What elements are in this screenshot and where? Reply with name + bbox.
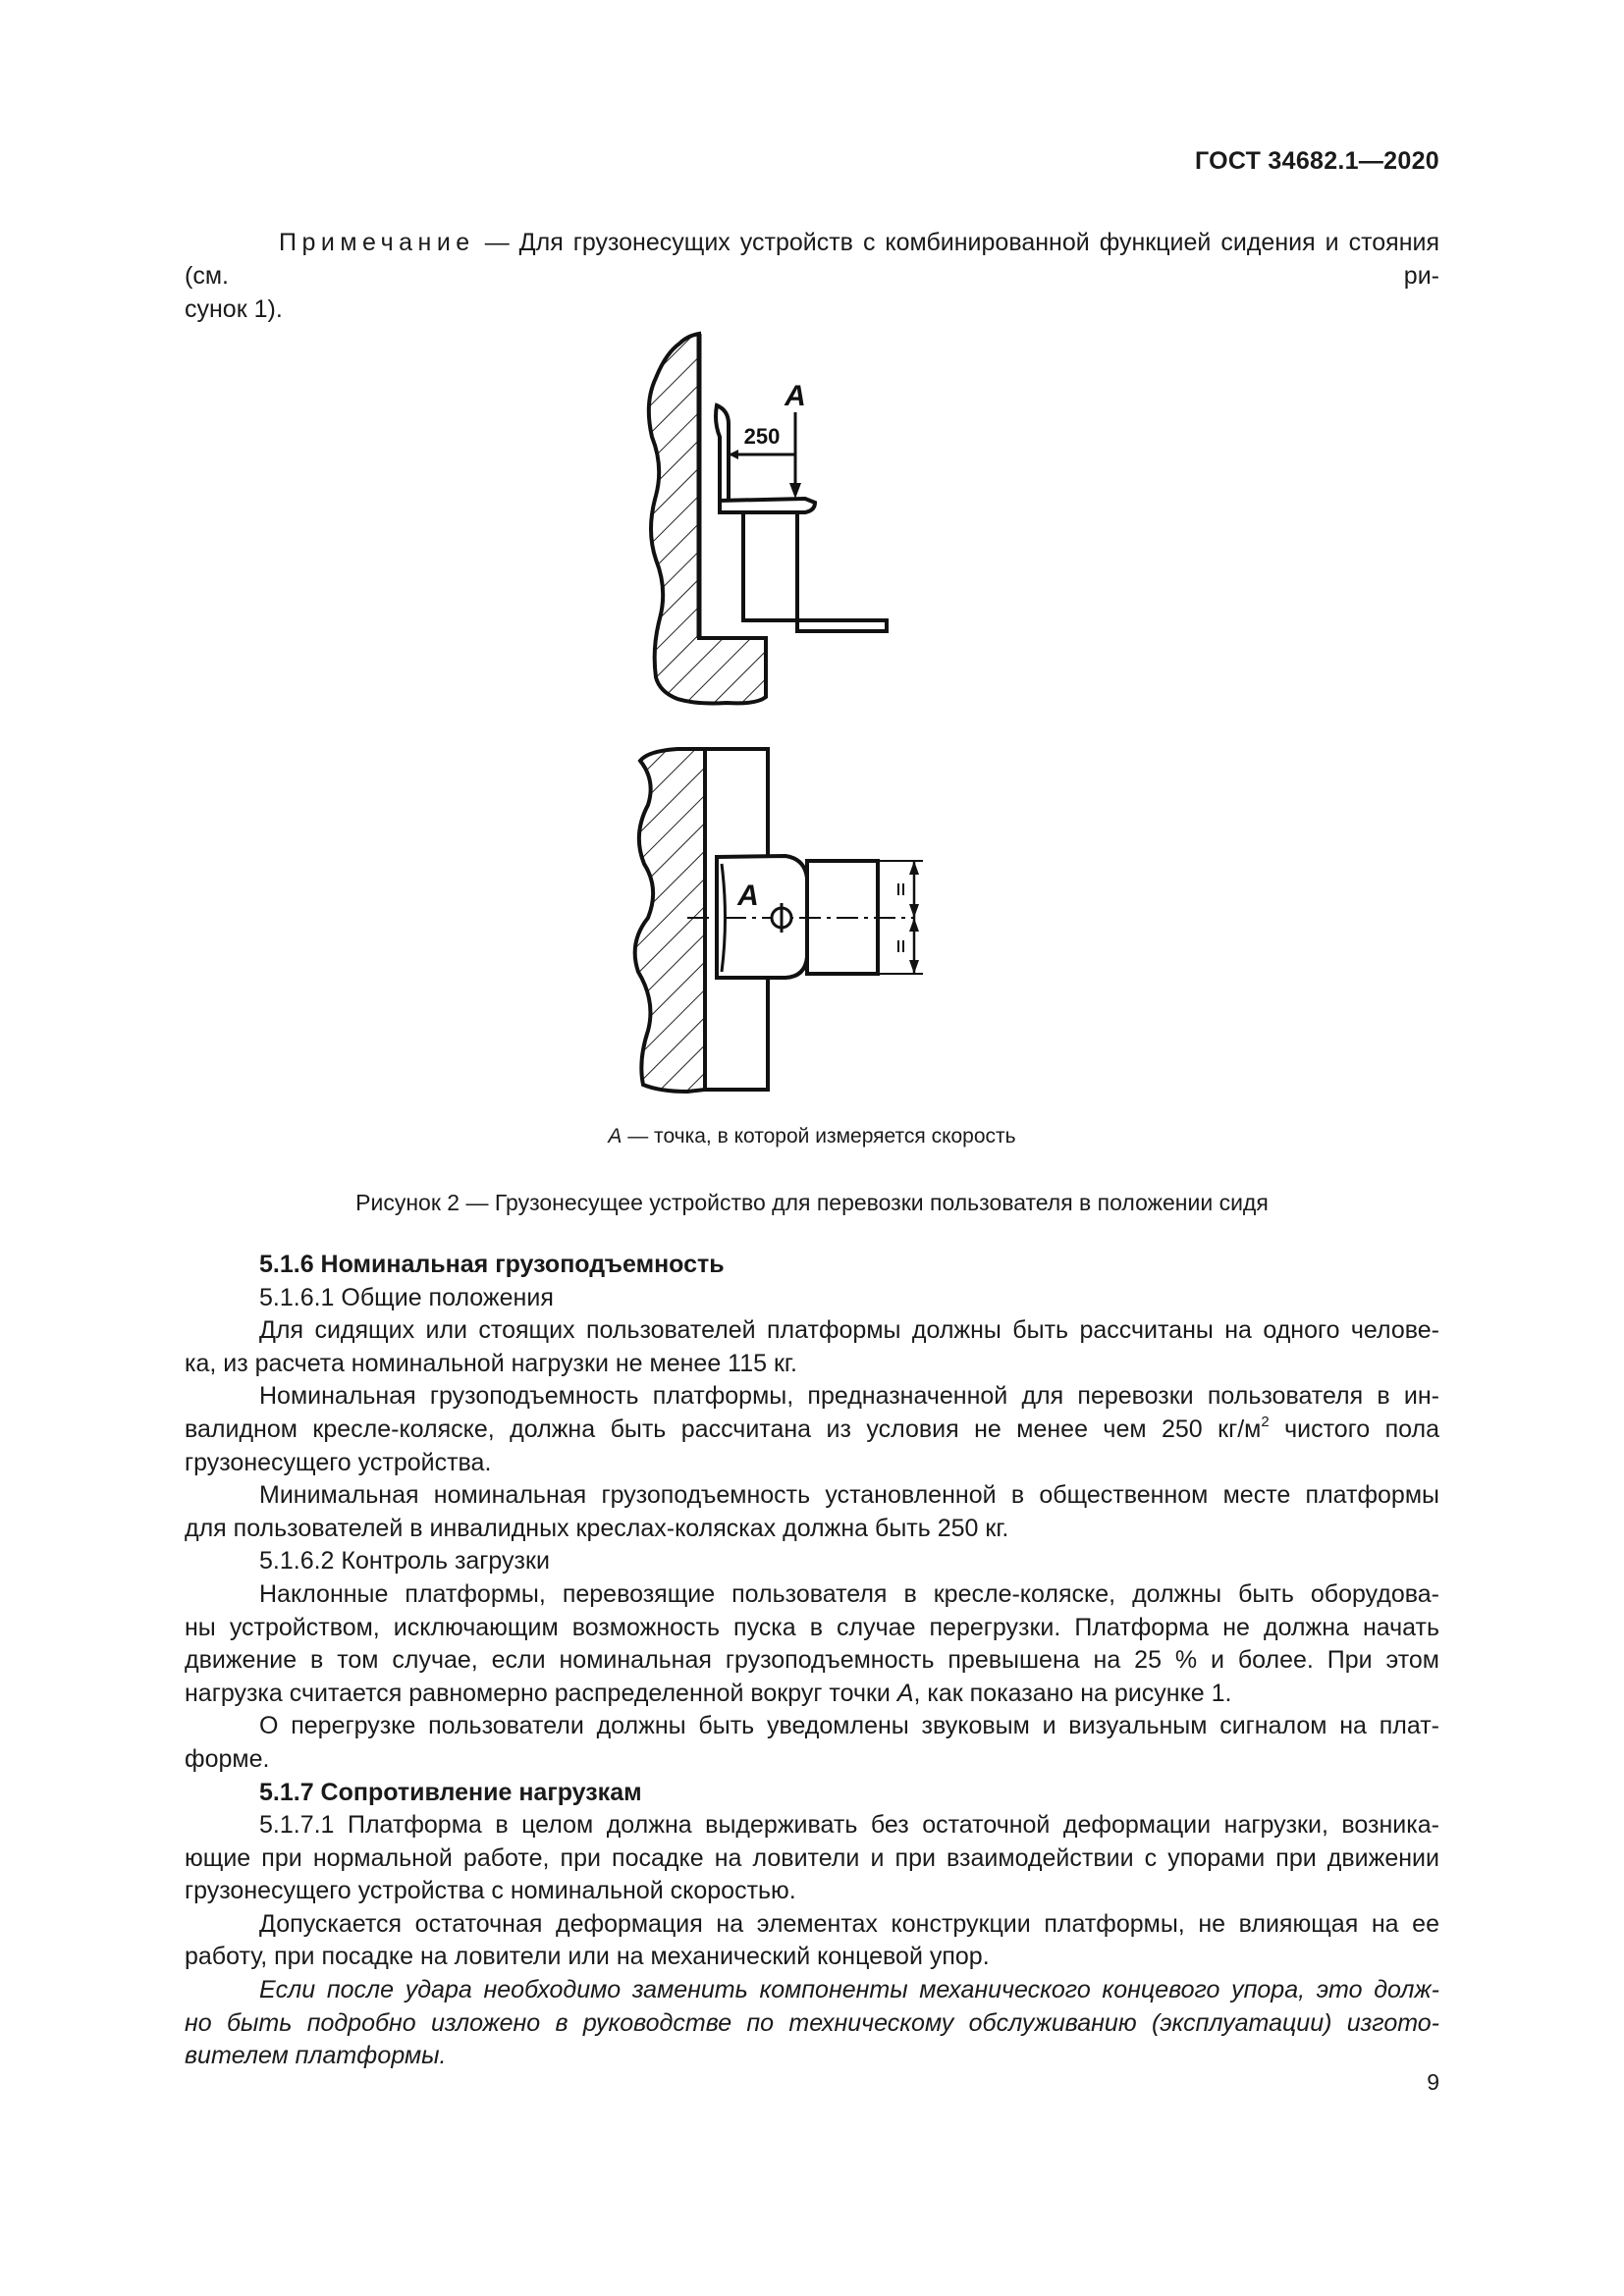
s517-p3-line1: Если после удара необходимо заменить компоненты механического концевого упора, это долж- xyxy=(259,1976,1439,2004)
seat-backrest xyxy=(716,405,729,506)
p2-line2-a: валидном кресле-коляске, должна быть рассчитана из условия не менее чем 250 кг/м xyxy=(185,1415,1262,1443)
floor-plate xyxy=(797,620,887,631)
p2-line1: Номинальная грузоподъемность платформы, предназначенной для перевозки пользователя в ин- xyxy=(259,1382,1439,1411)
note-text-line2: сунок 1). xyxy=(185,295,283,323)
side-view xyxy=(649,334,887,704)
s517-p1-line2: ющие при нормальной работе, при посадке на ловители и при взаимодействии с упорами при движении xyxy=(185,1843,1439,1872)
p4-line1: Наклонные платформы, перевозящие пользователя в кресле-коляске, должны быть оборудова- xyxy=(259,1579,1439,1608)
s517-p2-line2: работу, при посадке на ловители или на механический концевой упор. xyxy=(185,1943,990,1971)
p1-line1: Для сидящих или стоящих пользователей платформы должны быть рассчитаны на одного челове- xyxy=(259,1316,1439,1345)
h5162: 5.1.6.2 Контроль загрузки xyxy=(259,1547,550,1575)
document-code: ГОСТ 34682.1—2020 xyxy=(1194,147,1439,175)
legend-text: — точка, в которой измеряется скорость xyxy=(622,1125,1016,1148)
s517-p1-line1: 5.1.7.1 Платформа в целом должна выдерживать без остаточной деформации нагрузки, возника- xyxy=(259,1811,1439,1840)
p4-line4-a: нагрузка считается равномерно распределенной вокруг точки xyxy=(185,1679,897,1707)
legend-symbol: А xyxy=(608,1125,623,1148)
point-a-label-top: А xyxy=(785,380,806,412)
h517: 5.1.7 Сопротивление нагрузкам xyxy=(259,1778,642,1806)
s517-p3-line3: вителем платформы. xyxy=(185,2042,447,2070)
h516: 5.1.6 Номинальная грузоподъемность xyxy=(259,1251,725,1278)
article xyxy=(185,1249,1439,2073)
plan-view xyxy=(635,749,923,1092)
seat-cushion xyxy=(720,499,815,512)
note-label: Примечание xyxy=(279,229,475,256)
p2-line2-b: чистого пола xyxy=(1269,1415,1439,1443)
seat-post xyxy=(743,512,797,620)
figure-legend xyxy=(0,1125,1624,1148)
h5161: 5.1.6.1 Общие положения xyxy=(259,1283,554,1311)
p4-line2: ны устройством, исключающим возможность пуска в случае перегрузки. Платформа не должна начать xyxy=(185,1613,1439,1641)
wall-hatched-bottom xyxy=(635,749,705,1092)
p1-line2: ка, из расчета номинальной нагрузки не менее 115 кг. xyxy=(185,1349,797,1377)
dim-250-label: 250 xyxy=(743,424,781,449)
note-text-line1: — Для грузонесущих устройств с комбинированной функцией сидения и стояния (см. ри- xyxy=(185,229,1440,290)
equal-mark-top xyxy=(898,883,903,895)
p4-line4-b: , как показано на рисунке 1. xyxy=(913,1679,1232,1707)
p4-line4 xyxy=(185,1678,1439,1711)
point-a-label-bottom: А xyxy=(737,880,759,912)
p4-line3: движение в том случае, если номинальная грузоподъемность превышена на 25 % и более. При этом xyxy=(185,1646,1439,1675)
p4-line4-italic: А xyxy=(896,1679,914,1707)
p2-line3: грузонесущего устройства. xyxy=(185,1448,492,1476)
point-a-arrowhead xyxy=(789,483,801,499)
equal-mark-bottom xyxy=(898,940,903,952)
s517-p3-line2: но быть подробно изложено в руководстве по техническому обслуживанию (эксплуатации) изгото- xyxy=(185,2008,1439,2037)
p3-line1: Минимальная номинальная грузоподъемность установленной в общественном месте платформы xyxy=(259,1481,1439,1510)
page-number: 9 xyxy=(1427,2069,1439,2095)
s517-p2-line1: Допускается остаточная деформация на элементах конструкции платформы, не влияющая на ее xyxy=(259,1909,1439,1938)
p2-line2 xyxy=(185,1414,1439,1447)
p2-line2-sup: 2 xyxy=(1261,1413,1270,1430)
p5-line2: форме. xyxy=(185,1744,270,1773)
p5-line1: О перегрузке пользователи должны быть уведомлены звуковым и визуальным сигналом на плат- xyxy=(259,1712,1439,1740)
s517-p1-line3: грузонесущего устройства с номинальной скоростью. xyxy=(185,1877,796,1905)
figure-title: Рисунок 2 — Грузонесущее устройство для перевозки пользователя в положении сидя xyxy=(355,1190,1269,1215)
p3-line2: для пользователей в инвалидных креслах-колясках должна быть 250 кг. xyxy=(185,1514,1009,1542)
